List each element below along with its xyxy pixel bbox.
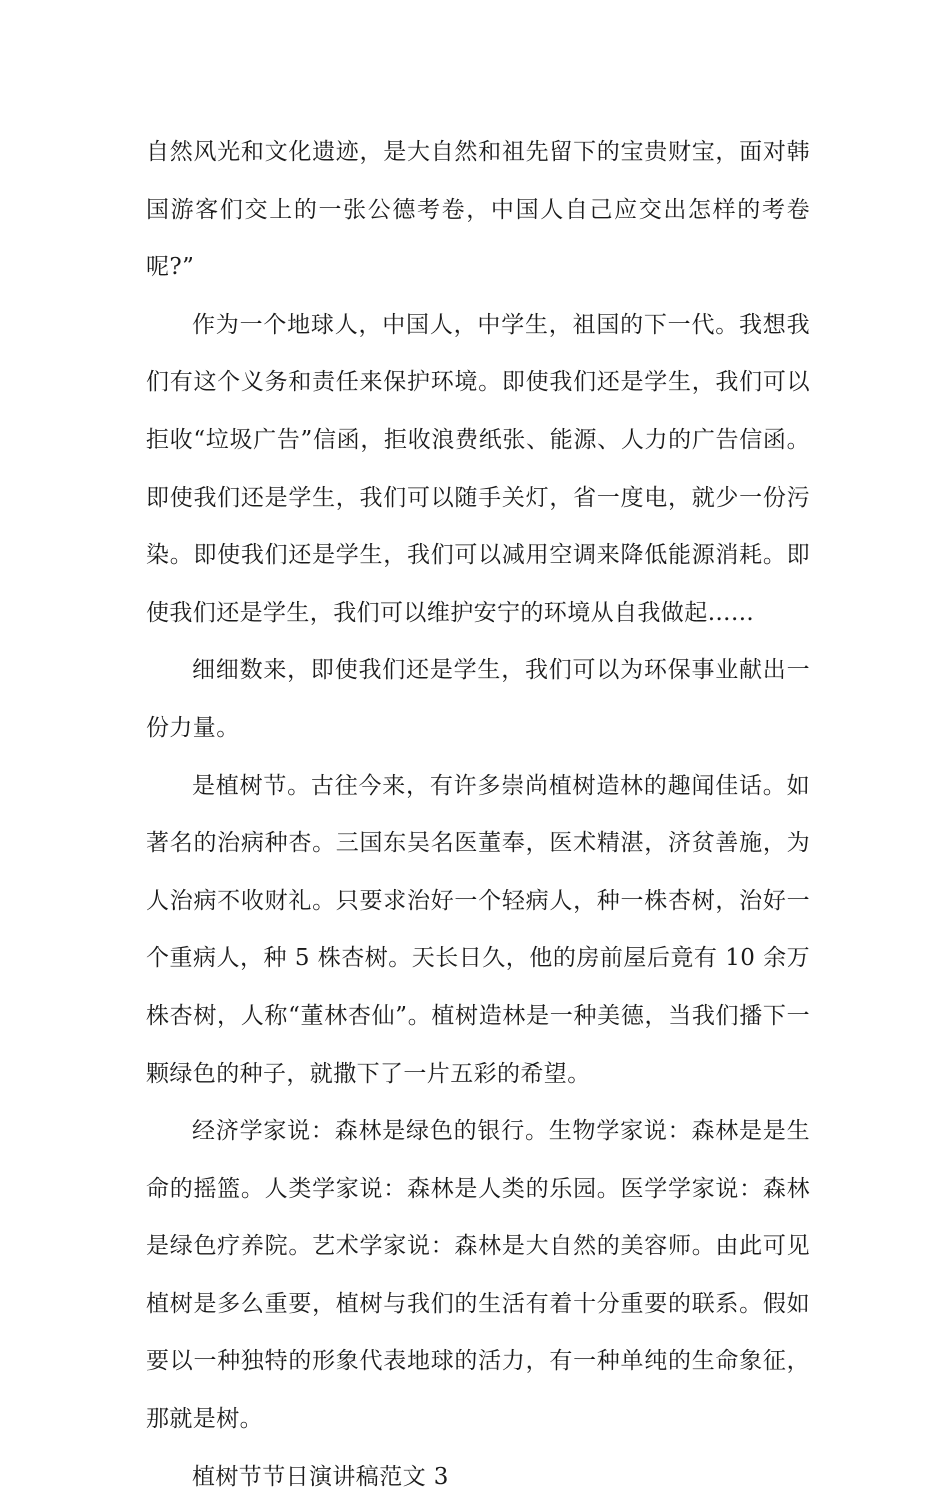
paragraph-3: 细细数来，即使我们还是学生，我们可以为环保事业献出一份力量。	[146, 657, 810, 741]
paragraph-1: 自然风光和文化遗迹，是大自然和祖先留下的宝贵财宝，面对韩国游客们交上的一张公德考卷，中国人自己应交出怎样的考卷呢?”	[146, 139, 810, 281]
paragraph-5: 经济学家说：森林是绿色的银行。生物学家说：森林是是生命的摇篮。人类学家说：森林是人类的乐园。医学学家说：森林是绿色疗养院。艺术学家说：森林是大自然的美容师。由此可见植树是多么重要，植树与我们的生活有着十分重要的联系。假如要以一种独特的形象代表地球的活力，有一种单纯的生命象征，那就是树。	[146, 1118, 810, 1433]
paragraph-4: 是植树节。古往今来，有许多崇尚植树造林的趣闻佳话。如著名的治病种杏。三国东吴名医董奉，医术精湛，济贫善施，为人治病不收财礼。只要求治好一个轻病人，种一株杏树，治好一个重病人，种 5 株杏树。天长日久，他的房前屋后竟有 10 余万株杏树，人称“董林杏仙”。植树造林是一种美德，当我们播下一颗绿色的种子，就撒下了一片五彩的希望。	[146, 772, 810, 1087]
section-heading: 植树节节日演讲稿范文 3	[192, 1463, 449, 1490]
document-page	[146, 124, 810, 1506]
paragraph-2: 作为一个地球人，中国人，中学生，祖国的下一代。我想我们有这个义务和责任来保护环境。即使我们还是学生，我们可以拒收“垃圾广告”信函，拒收浪费纸张、能源、人力的广告信函。即使我们还是学生，我们可以随手关灯，省一度电，就少一份污染。即使我们还是学生，我们可以减用空调来降低能源消耗。即使我们还是学生，我们可以维护安宁的环境从自我做起…...	[146, 311, 810, 626]
